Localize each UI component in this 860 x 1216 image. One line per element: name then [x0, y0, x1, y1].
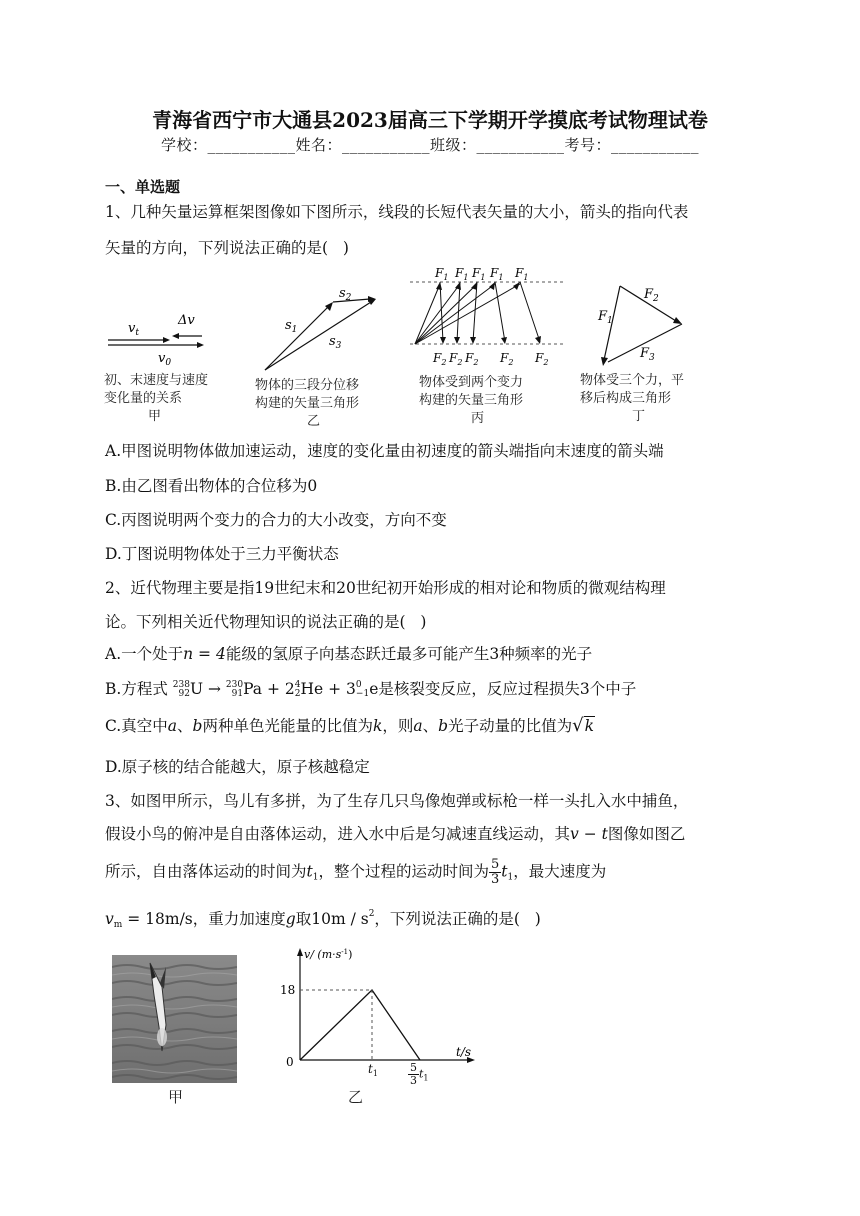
x-tick-t1: $t_1$	[368, 1062, 378, 1078]
q1-stem-line1: 1、几种矢量运算框架图像如下图所示，线段的长短代表矢量的大小，箭头的指向代表	[105, 203, 689, 221]
label-vt-sub: t	[135, 328, 139, 338]
svg-text:s1: $s_1$	[285, 318, 298, 335]
f2-label-5: $F_2$	[535, 351, 549, 367]
q3-stem-line4: $v_m = 18m/s$，重力加速度g取$10m / s^2$，下列说法正确的是( )	[105, 909, 541, 930]
q3-stem-line2: 假设小鸟的俯冲是自由落体运动，进入水中后是匀减速直线运动，其v − t图像如图乙	[105, 825, 686, 843]
fig-yi-name: 乙	[307, 414, 321, 429]
exam-title: 青海省西宁市大通县2023届高三下学期开学摸底考试物理试卷	[152, 108, 708, 132]
label-dv: Δv	[178, 313, 195, 328]
label-f1: F	[598, 309, 608, 324]
svg-text:vt	[128, 321, 139, 338]
y-axis-arrow	[297, 948, 303, 956]
vt-graph-svg	[272, 942, 482, 1102]
label-v0: v	[158, 351, 166, 366]
q1-stem-line2: 矢量的方向，下列说法正确的是( )	[105, 239, 349, 257]
q1-option-d: D.丁图说明物体处于三力平衡状态	[105, 545, 339, 563]
svg-text:v0	[158, 351, 171, 368]
label-s1: s	[285, 318, 292, 333]
fig-ding-name: 丁	[632, 409, 646, 424]
svg-text:s3: $s_3$	[329, 334, 342, 351]
q2-option-a: A.一个处于n = 4能级的氢原子向基态跃迁最多可能产生3种频率的光子	[105, 645, 593, 663]
label-v0-sub: 0	[165, 358, 172, 368]
fig-ding-caption-1: 物体受三个力，平	[580, 373, 685, 388]
f1-label-4: $F_1$	[490, 266, 504, 282]
f2-label-4: $F_2$	[500, 351, 514, 367]
f1-label-3: $F_1$	[472, 266, 486, 282]
svg-text:F1: $F_1$	[598, 309, 613, 326]
fig-jia-name: 甲	[148, 409, 162, 424]
q1-option-b: B.由乙图看出物体的合位移为0	[105, 477, 318, 495]
label-vt: v	[128, 321, 136, 336]
q1-option-a: A.甲图说明物体做加速运动，速度的变化量由初速度的箭头端指向末速度的箭头端	[105, 442, 664, 460]
q2-stem-line1: 2、近代物理主要是指19世纪末和20世纪初开始形成的相对论和物质的微观结构理	[105, 579, 666, 597]
x-tick-5-3-t1: $\frac{5}{3}$ $t_1$	[410, 1061, 429, 1087]
label-s2: s	[339, 286, 346, 301]
label-f3: F	[640, 346, 650, 361]
f1-label-5: $F_1$	[515, 266, 529, 282]
q2-option-c: C.真空中a、b两种单色光能量的比值为k，则a、b光子动量的比值为√k	[105, 715, 594, 736]
label-s3: s	[329, 334, 336, 349]
graph-caption-yi: 乙	[348, 1088, 364, 1106]
f1-label-1: $F_1$	[435, 266, 449, 282]
q1-figure-yi	[255, 285, 395, 435]
bird-diving-photo	[112, 955, 237, 1083]
q1-figure-ding	[578, 280, 718, 430]
section-heading: 一、单选题	[105, 178, 181, 196]
q1-figure-bing	[405, 262, 570, 432]
origin-label: 0	[286, 1055, 294, 1069]
q2-stem-line2: 论。下列相关近代物理知识的说法正确的是( )	[105, 613, 427, 631]
q1-option-c: C.丙图说明两个变力的合力的大小改变，方向不变	[105, 511, 447, 529]
svg-text:s2: $s_2$	[339, 286, 352, 303]
fig-ding-caption-2: 移后构成三角形	[580, 391, 672, 406]
f1-label-2: $F_1$	[455, 266, 469, 282]
q1-figure-jia	[100, 290, 240, 430]
displacement-triangle-diagram	[255, 285, 395, 375]
q2-option-b: B.方程式 238 92 U → 230 91 Pa + 2 4 2 He + 3 0 −1 e是核裂变反应，反应过程损失3个中子	[105, 680, 637, 699]
sqrt-k: k	[584, 717, 594, 735]
y-tick-18: 18	[280, 983, 296, 997]
bird-photo-illustration	[112, 955, 237, 1083]
fig-jia-caption-2: 变化量的关系	[104, 391, 183, 406]
fig-yi-caption-2: 构建的矢量三角形	[255, 396, 360, 411]
student-info-line: 学校：___________姓名：___________班级：___________考号：___________	[160, 136, 699, 154]
fig-jia-caption-1: 初、末速度与速度	[104, 373, 209, 388]
variable-force-diagram	[405, 262, 570, 372]
q3-stem-line1: 3、如图甲所示，鸟儿有多拼，为了生存几只鸟像炮弹或标枪一样一头扎入水中捕鱼，	[105, 792, 689, 810]
y-axis-label: v/ $(m\cdot s^{-1})$	[304, 948, 353, 961]
fig-bing-caption-2: 构建的矢量三角形	[419, 393, 524, 408]
f2-label-2: $F_2$	[449, 351, 463, 367]
label-f2: F	[644, 287, 654, 302]
x-axis-label: t/s	[456, 1045, 472, 1059]
svg-text:F2: $F_2$	[644, 287, 659, 304]
q2-option-d: D.原子核的结合能越大，原子核越稳定	[105, 758, 370, 776]
sqrt-symbol: √	[572, 715, 584, 736]
math-n-eq-4: n = 4	[183, 645, 226, 663]
vt-line	[300, 990, 420, 1060]
velocity-vector-diagram	[100, 290, 240, 370]
fig-bing-name: 丙	[471, 411, 485, 426]
f2-label-3: $F_2$	[465, 351, 479, 367]
three-force-triangle-diagram	[578, 280, 718, 372]
photo-caption-jia: 甲	[168, 1088, 184, 1106]
q3-stem-line3: 所示，自由落体运动的时间为$t_1$，整个过程的运动时间为 $\frac{5}{3}$ $t_1$，最大速度为	[105, 857, 607, 887]
f2-label-1: $F_2$	[433, 351, 447, 367]
vt-graph	[272, 942, 482, 1102]
fig-bing-caption-1: 物体受到两个变力	[419, 375, 524, 390]
svg-text:F3: $F_3$	[640, 346, 655, 363]
fig-yi-caption-1: 物体的三段分位移	[255, 378, 360, 393]
